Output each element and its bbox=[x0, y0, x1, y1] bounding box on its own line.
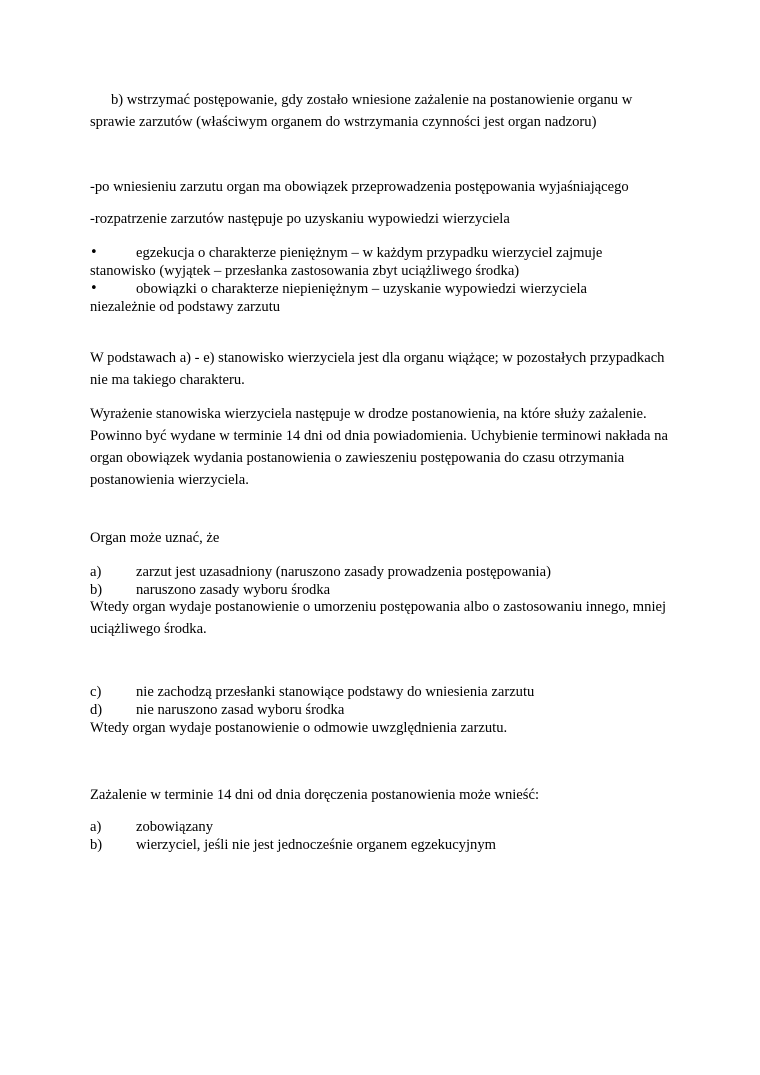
list-a-b bbox=[90, 563, 680, 599]
list-item bbox=[90, 563, 680, 581]
list-item-text: wierzyciel, jeśli nie jest jednocześnie organem egzekucyjnym bbox=[136, 837, 496, 853]
list-item-text: naruszono zasady wyboru środka bbox=[136, 582, 331, 598]
bullet-list bbox=[90, 244, 680, 316]
line-explanatory-proceedings: -po wniesieniu zarzutu organ ma obowiązek przeprowadzenia postępowania wyjaśniającego bbox=[90, 179, 629, 195]
list-marker: a) bbox=[90, 819, 102, 835]
list-item-text: zobowiązany bbox=[136, 819, 213, 835]
list-item-text: nie zachodzą przesłanki stanowiące podstawy do wniesienia zarzutu bbox=[136, 684, 535, 700]
list-item bbox=[90, 818, 680, 836]
paragraph-creditor-binding: W podstawach a) - e) stanowisko wierzyciela jest dla organu wiążące; w pozostałych przypadkach nie ma takiego charakteru. bbox=[90, 350, 665, 388]
list-marker: a) bbox=[90, 564, 102, 580]
list-complaint-parties bbox=[90, 818, 680, 854]
line-complaint-deadline: Zażalenie w terminie 14 dni od dnia doręczenia postanowienia może wnieść: bbox=[90, 787, 539, 803]
bullet-icon: • bbox=[90, 245, 98, 260]
line-organ-may-decide: Organ może uznać, że bbox=[90, 530, 220, 546]
list-item-text: obowiązki o charakterze niepieniężnym – uzyskanie wypowiedzi wierzyciela bbox=[136, 281, 587, 297]
list-marker: d) bbox=[90, 702, 103, 718]
list-c-d bbox=[90, 683, 680, 719]
list-item-text: zarzut jest uzasadniony (naruszono zasady prowadzenia postępowania) bbox=[136, 564, 551, 580]
line-refusal: Wtedy organ wydaje postanowienie o odmowie uwzględnienia zarzutu. bbox=[90, 720, 508, 736]
paragraph-creditor-position: Wyrażenie stanowiska wierzyciela następuje w drodze postanowienia, na które służy zażalenie. Powinno być wydane w terminie 14 dni od dnia powiadomienia. Uchybienie terminowi nakłada na organ obowiązek wydania postanowienia o zawieszeniu postępowania do czasu otrzymania postanowienia wierzyciela. bbox=[90, 406, 668, 488]
line-objection-review: -rozpatrzenie zarzutów następuje po uzyskaniu wypowiedzi wierzyciela bbox=[90, 211, 510, 227]
bullet-icon: • bbox=[90, 281, 98, 296]
list-marker: b) bbox=[90, 582, 103, 598]
paragraph-b-suspend: b) wstrzymać postępowanie, gdy zostało wniesione zażalenie na postanowienie organu w sprawie zarzutów (właściwym organem do wstrzymania czynności jest organ nadzoru) bbox=[90, 92, 633, 130]
list-marker: b) bbox=[90, 837, 103, 853]
list-item-text: egzekucja o charakterze pieniężnym – w każdym przypadku wierzyciel zajmuje bbox=[136, 245, 603, 261]
list-item bbox=[90, 683, 680, 701]
paragraph-discontinuation: Wtedy organ wydaje postanowienie o umorzeniu postępowania albo o zastosowaniu innego, mniej uciążliwego środka. bbox=[90, 599, 667, 637]
list-item bbox=[90, 836, 680, 854]
list-item-text: nie naruszono zasad wyboru środka bbox=[136, 702, 345, 718]
list-marker: c) bbox=[90, 684, 102, 700]
list-item bbox=[90, 244, 680, 280]
list-item-continuation: stanowisko (wyjątek – przesłanka zastosowania zbyt uciążliwego środka) bbox=[90, 263, 520, 279]
list-item bbox=[90, 280, 680, 316]
list-item-continuation: niezależnie od podstawy zarzutu bbox=[90, 299, 281, 315]
